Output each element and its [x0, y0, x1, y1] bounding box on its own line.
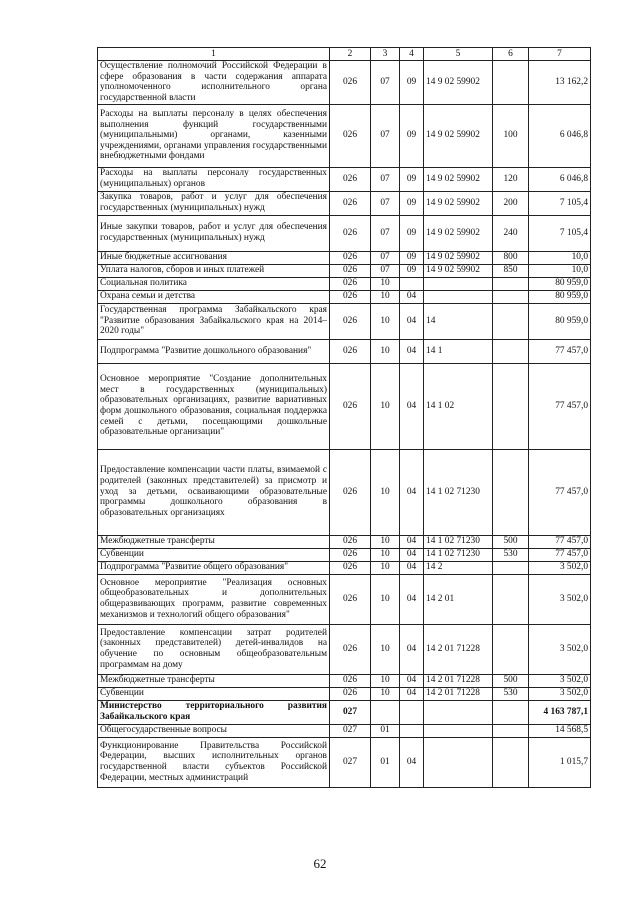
row-razdel-cell: 10	[371, 574, 400, 624]
row-name-cell: Подпрограмма "Развитие общего образования"	[98, 561, 330, 574]
row-name-cell: Общегосударственные вопросы	[98, 724, 330, 737]
row-podrazdel-cell: 09	[400, 61, 424, 105]
row-sum-cell: 7 105,4	[529, 215, 591, 251]
table-row	[98, 548, 591, 561]
row-sum-cell: 3 502,0	[529, 674, 591, 687]
page-number: 62	[313, 856, 327, 871]
row-vr-cell	[493, 700, 529, 724]
row-vr-cell	[493, 61, 529, 105]
row-razdel-cell: 07	[371, 191, 400, 215]
row-vedomstvo-cell: 026	[330, 363, 371, 449]
table-row	[98, 700, 591, 724]
row-vedomstvo-cell: 026	[330, 574, 371, 624]
row-name-cell: Субвенции	[98, 548, 330, 561]
row-podrazdel-cell	[400, 724, 424, 737]
row-name-cell: Социальная политика	[98, 277, 330, 290]
row-sum-cell: 3 502,0	[529, 624, 591, 674]
row-vedomstvo-cell: 026	[330, 561, 371, 574]
row-cs-cell: 14 2 01 71228	[424, 624, 493, 674]
row-vr-cell: 850	[493, 264, 529, 277]
row-razdel-cell: 10	[371, 561, 400, 574]
row-podrazdel-cell: 09	[400, 167, 424, 191]
header-col-vedomstvo: 2	[330, 48, 371, 61]
row-vr-cell	[493, 449, 529, 535]
table-row	[98, 61, 591, 105]
row-podrazdel-cell: 04	[400, 363, 424, 449]
row-podrazdel-cell: 04	[400, 290, 424, 303]
row-sum-cell: 77 457,0	[529, 339, 591, 363]
table-row	[98, 303, 591, 339]
row-podrazdel-cell	[400, 277, 424, 290]
row-name-cell: Осуществление полномочий Российской Федерации в сфере образования в части содержания аппарата уполномоченного исполнительного органа государственной власти	[98, 61, 330, 105]
table-row	[98, 290, 591, 303]
table-row	[98, 561, 591, 574]
row-razdel-cell: 10	[371, 449, 400, 535]
header-col-razdel: 3	[371, 48, 400, 61]
row-vr-cell	[493, 574, 529, 624]
row-razdel-cell: 10	[371, 674, 400, 687]
row-name-cell: Подпрограмма "Развитие дошкольного образования"	[98, 339, 330, 363]
row-cs-cell: 14 9 02 59902	[424, 167, 493, 191]
row-vr-cell: 500	[493, 674, 529, 687]
row-sum-cell: 1 015,7	[529, 737, 591, 787]
row-name-cell: Охрана семьи и детства	[98, 290, 330, 303]
row-sum-cell: 77 457,0	[529, 535, 591, 548]
row-cs-cell: 14 2 01	[424, 574, 493, 624]
row-sum-cell: 77 457,0	[529, 449, 591, 535]
row-podrazdel-cell: 04	[400, 339, 424, 363]
row-vedomstvo-cell: 026	[330, 624, 371, 674]
row-vedomstvo-cell: 026	[330, 535, 371, 548]
row-podrazdel-cell: 09	[400, 104, 424, 167]
row-vedomstvo-cell: 026	[330, 167, 371, 191]
table-row	[98, 674, 591, 687]
row-cs-cell	[424, 290, 493, 303]
header-col-podrazdel: 4	[400, 48, 424, 61]
row-podrazdel-cell: 04	[400, 624, 424, 674]
row-podrazdel-cell: 04	[400, 561, 424, 574]
row-cs-cell: 14 9 02 59902	[424, 251, 493, 264]
table-row	[98, 104, 591, 167]
row-name-cell: Уплата налогов, сборов и иных платежей	[98, 264, 330, 277]
row-cs-cell: 14 1	[424, 339, 493, 363]
table-row	[98, 251, 591, 264]
table-row	[98, 264, 591, 277]
row-name-cell: Министерство территориального развития Забайкальского края	[98, 700, 330, 724]
table-row	[98, 277, 591, 290]
row-razdel-cell: 01	[371, 737, 400, 787]
row-name-cell: Межбюджетные трансферты	[98, 535, 330, 548]
row-razdel-cell: 10	[371, 535, 400, 548]
row-vedomstvo-cell: 026	[330, 264, 371, 277]
row-cs-cell: 14 9 02 59902	[424, 215, 493, 251]
row-razdel-cell: 07	[371, 264, 400, 277]
row-name-cell: Предоставление компенсации части платы, взимаемой с родителей (законных представителей) за присмотр и уход за детьми, осваивающими образовательные программы дошкольного образования в образовательных организациях	[98, 449, 330, 535]
table-row	[98, 535, 591, 548]
row-sum-cell: 80 959,0	[529, 277, 591, 290]
row-vr-cell	[493, 624, 529, 674]
row-podrazdel-cell: 09	[400, 215, 424, 251]
row-razdel-cell	[371, 700, 400, 724]
header-col-cs: 5	[424, 48, 493, 61]
table-row	[98, 215, 591, 251]
row-razdel-cell: 10	[371, 303, 400, 339]
row-sum-cell: 3 502,0	[529, 574, 591, 624]
row-vr-cell	[493, 290, 529, 303]
row-cs-cell	[424, 724, 493, 737]
row-podrazdel-cell: 04	[400, 574, 424, 624]
row-podrazdel-cell: 09	[400, 251, 424, 264]
row-cs-cell: 14 9 02 59902	[424, 104, 493, 167]
row-vr-cell	[493, 277, 529, 290]
row-podrazdel-cell: 04	[400, 535, 424, 548]
row-vedomstvo-cell: 027	[330, 724, 371, 737]
row-sum-cell: 6 046,8	[529, 104, 591, 167]
row-cs-cell	[424, 737, 493, 787]
row-name-cell: Государственная программа Забайкальского края "Развитие образования Забайкальского края на 2014–2020 годы"	[98, 303, 330, 339]
row-podrazdel-cell: 04	[400, 687, 424, 700]
header-col-vr: 6	[493, 48, 529, 61]
row-vedomstvo-cell: 026	[330, 687, 371, 700]
row-podrazdel-cell	[400, 700, 424, 724]
row-vr-cell: 800	[493, 251, 529, 264]
row-razdel-cell: 10	[371, 363, 400, 449]
row-name-cell: Иные бюджетные ассигнования	[98, 251, 330, 264]
row-vedomstvo-cell: 027	[330, 700, 371, 724]
row-vr-cell	[493, 737, 529, 787]
row-vedomstvo-cell: 026	[330, 251, 371, 264]
row-sum-cell: 77 457,0	[529, 363, 591, 449]
row-cs-cell	[424, 277, 493, 290]
row-vr-cell: 530	[493, 687, 529, 700]
row-cs-cell: 14 2 01 71228	[424, 687, 493, 700]
table-row	[98, 363, 591, 449]
row-vr-cell: 120	[493, 167, 529, 191]
row-sum-cell: 6 046,8	[529, 167, 591, 191]
row-vr-cell: 530	[493, 548, 529, 561]
table-row	[98, 191, 591, 215]
row-name-cell: Основное мероприятие "Создание дополнительных мест в государственных (муниципальных) образовательных организациях, развитие вариативных форм дошкольного образования, социальная поддержка семей с детьми, посещающими дошкольные образовательные организации"	[98, 363, 330, 449]
row-vedomstvo-cell: 026	[330, 339, 371, 363]
row-cs-cell: 14 2	[424, 561, 493, 574]
row-vedomstvo-cell: 026	[330, 215, 371, 251]
row-razdel-cell: 10	[371, 339, 400, 363]
row-podrazdel-cell: 04	[400, 303, 424, 339]
row-vr-cell: 240	[493, 215, 529, 251]
row-sum-cell: 80 959,0	[529, 290, 591, 303]
row-name-cell: Предоставление компенсации затрат родителей (законных представителей) детей-инвалидов на обучение по основным общеобразовательным программам на дому	[98, 624, 330, 674]
row-razdel-cell: 07	[371, 251, 400, 264]
row-name-cell: Расходы на выплаты персоналу государственных (муниципальных) органов	[98, 167, 330, 191]
table-row	[98, 724, 591, 737]
row-podrazdel-cell: 04	[400, 548, 424, 561]
row-cs-cell: 14 1 02 71230	[424, 535, 493, 548]
table-row	[98, 737, 591, 787]
row-sum-cell: 77 457,0	[529, 548, 591, 561]
row-vr-cell	[493, 363, 529, 449]
row-podrazdel-cell: 04	[400, 674, 424, 687]
row-razdel-cell: 10	[371, 277, 400, 290]
header-col-sum: 7	[529, 48, 591, 61]
table-header-row	[98, 48, 591, 61]
table-row	[98, 449, 591, 535]
row-name-cell: Основное мероприятие "Реализация основных общеобразовательных и дополнительных общеразвивающих программ, развитие современных механизмов и технологий общего образования"	[98, 574, 330, 624]
row-sum-cell: 10,0	[529, 264, 591, 277]
row-vedomstvo-cell: 026	[330, 191, 371, 215]
row-vedomstvo-cell: 026	[330, 290, 371, 303]
row-razdel-cell: 07	[371, 167, 400, 191]
row-vr-cell: 100	[493, 104, 529, 167]
row-cs-cell: 14 1 02 71230	[424, 449, 493, 535]
row-cs-cell: 14 2 01 71228	[424, 674, 493, 687]
row-vr-cell	[493, 303, 529, 339]
row-name-cell: Субвенции	[98, 687, 330, 700]
row-sum-cell: 14 568,5	[529, 724, 591, 737]
row-vedomstvo-cell: 026	[330, 61, 371, 105]
row-cs-cell	[424, 700, 493, 724]
row-sum-cell: 3 502,0	[529, 687, 591, 700]
row-sum-cell: 80 959,0	[529, 303, 591, 339]
row-vedomstvo-cell: 026	[330, 548, 371, 561]
row-vr-cell	[493, 561, 529, 574]
row-sum-cell: 4 163 787,1	[529, 700, 591, 724]
row-vr-cell: 200	[493, 191, 529, 215]
row-vr-cell: 500	[493, 535, 529, 548]
row-vedomstvo-cell: 026	[330, 277, 371, 290]
row-vr-cell	[493, 339, 529, 363]
row-razdel-cell: 07	[371, 61, 400, 105]
table-row	[98, 574, 591, 624]
row-razdel-cell: 10	[371, 290, 400, 303]
row-vedomstvo-cell: 026	[330, 303, 371, 339]
row-name-cell: Иные закупки товаров, работ и услуг для обеспечения государственных (муниципальных) нужд	[98, 215, 330, 251]
row-sum-cell: 10,0	[529, 251, 591, 264]
table-row	[98, 624, 591, 674]
table-row	[98, 167, 591, 191]
row-podrazdel-cell: 09	[400, 264, 424, 277]
table-row	[98, 687, 591, 700]
row-cs-cell: 14 9 02 59902	[424, 61, 493, 105]
row-cs-cell: 14 1 02 71230	[424, 548, 493, 561]
row-vedomstvo-cell: 026	[330, 104, 371, 167]
row-cs-cell: 14 9 02 59902	[424, 191, 493, 215]
row-razdel-cell: 10	[371, 687, 400, 700]
row-razdel-cell: 07	[371, 104, 400, 167]
row-name-cell: Закупка товаров, работ и услуг для обеспечения государственных (муниципальных) нужд	[98, 191, 330, 215]
row-name-cell: Функционирование Правительства Российской Федерации, высших исполнительных органов государственной власти субъектов Российской Федерации, местных администраций	[98, 737, 330, 787]
row-razdel-cell: 01	[371, 724, 400, 737]
table-body	[98, 61, 591, 788]
row-cs-cell: 14 9 02 59902	[424, 264, 493, 277]
row-name-cell: Расходы на выплаты персоналу в целях обеспечения выполнения функций государственными (муниципальными) органами, казенными учреждениями, органами управления государственными внебюджетными фондами	[98, 104, 330, 167]
row-razdel-cell: 10	[371, 548, 400, 561]
table-row	[98, 339, 591, 363]
row-sum-cell: 3 502,0	[529, 561, 591, 574]
row-vedomstvo-cell: 027	[330, 737, 371, 787]
budget-table	[97, 47, 591, 788]
row-name-cell: Межбюджетные трансферты	[98, 674, 330, 687]
row-vedomstvo-cell: 026	[330, 674, 371, 687]
row-razdel-cell: 07	[371, 215, 400, 251]
row-cs-cell: 14 1 02	[424, 363, 493, 449]
row-podrazdel-cell: 04	[400, 449, 424, 535]
row-razdel-cell: 10	[371, 624, 400, 674]
header-col-name: 1	[98, 48, 330, 61]
row-podrazdel-cell: 04	[400, 737, 424, 787]
row-vr-cell	[493, 724, 529, 737]
row-podrazdel-cell: 09	[400, 191, 424, 215]
row-sum-cell: 7 105,4	[529, 191, 591, 215]
row-vedomstvo-cell: 026	[330, 449, 371, 535]
row-cs-cell: 14	[424, 303, 493, 339]
row-sum-cell: 13 162,2	[529, 61, 591, 105]
